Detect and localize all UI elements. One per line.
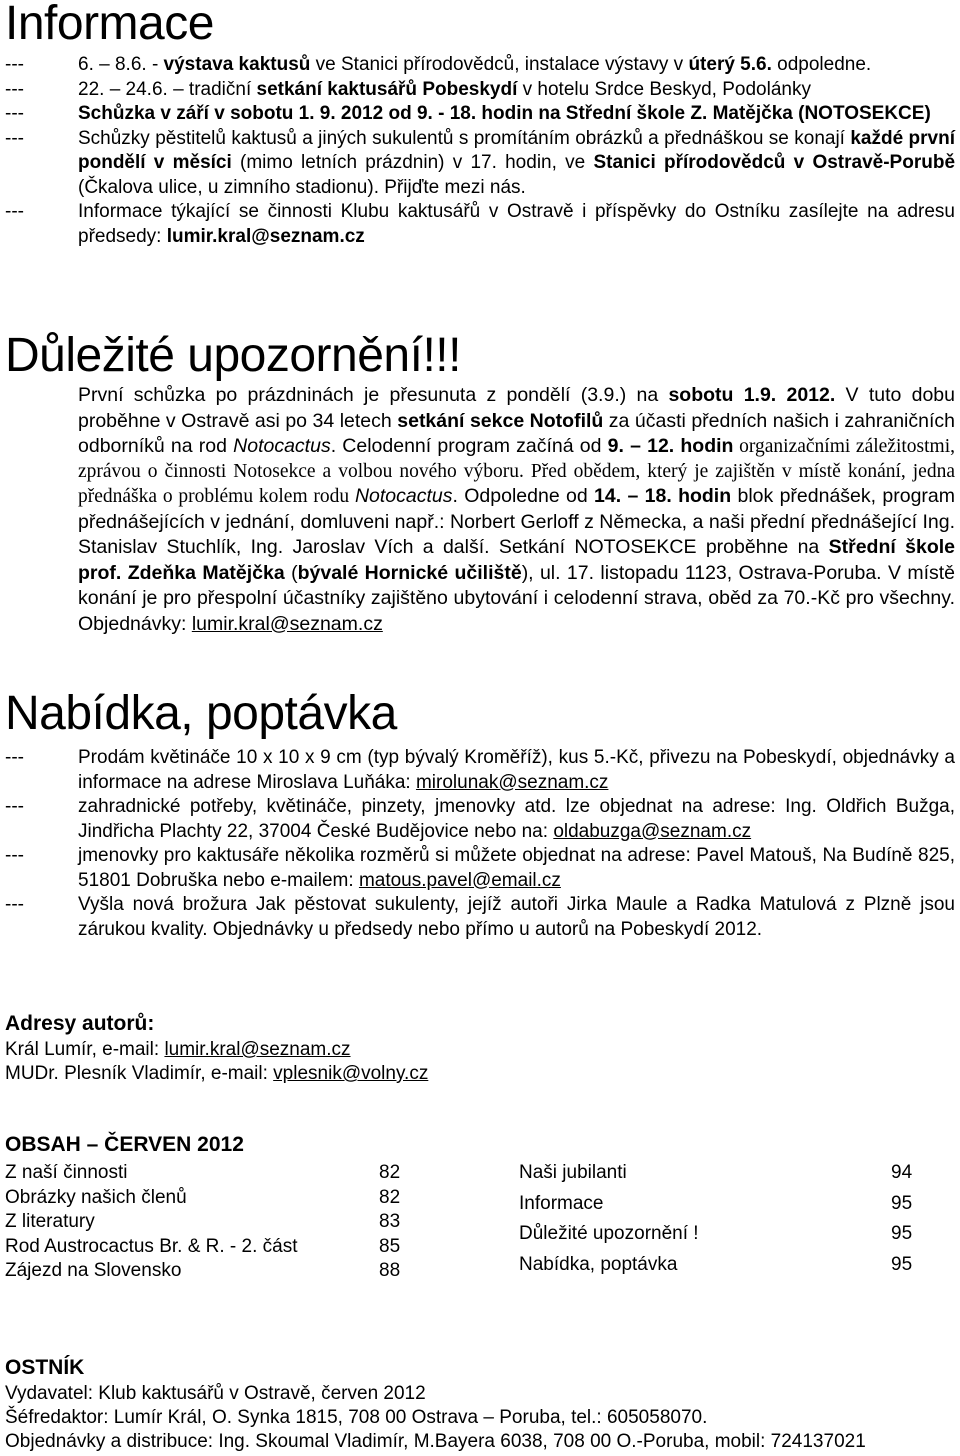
toc-entry-page: 88 xyxy=(379,1260,401,1281)
offer-item-text: jmenovky pro kaktusáře několika rozměrů si můžete objednat na adrese: Pavel Matouš, Na Budíně 825, 51801 Dobruška nebo e-mailem: matous.pavel@email.cz xyxy=(78,845,955,891)
authors-heading: Adresy autorů: xyxy=(5,1012,155,1035)
offer-item xyxy=(5,844,955,893)
bullet-dash: --- xyxy=(5,894,24,915)
email-link[interactable]: vplesnik@volny.cz xyxy=(273,1063,429,1084)
important-notice-paragraph: První schůzka po prázdninách je přesunuta z pondělí (3.9.) na sobotu 1.9. 2012. V tuto dobu proběhne v Ostravě asi po 34 letech setkání sekce Notofilů za účasti předních našich i zahraničních odborníků na rod Notocactus. Celodenní program začíná od 9. – 12. hodin organizačními záležitostmi, zprávou o činnosti Notosekce a volbou nového výboru. Před obědem, který je zajištěn v místě konání, jedna přednáška o problému kolem rodu Notocactus. Odpoledne od 14. – 18. hodin blok přednášek, program přednášejících v jednání, domluveni např.: Norbert Gerloff z Německa, a naši přední přednášející Ing. Stanislav Stuchlík, Ing. Jaroslav Vích a další. Setkání NOTOSEKCE proběhne na Střední škole prof. Zdeňka Matějčka (bývalé Hornické učiliště), ul. 17. listopadu 1123, Ostrava-Poruba. V místě konání je pro přespolní účastníky zajištěno ubytování i celodenní strava, oběd za 70.-Kč pro všechny. Objednávky: lumir.kral@seznam.cz xyxy=(78,384,956,635)
imprint-line: Šéfredaktor: Lumír Král, O. Synka 1815, 708 00 Ostrava – Poruba, tel.: 605058070. xyxy=(5,1407,708,1428)
info-item xyxy=(5,200,955,249)
offer-item-text: zahradnické potřeby, květináče, pinzety, jmenovky atd. lze objednat na adrese: Ing. Oldřich Bužga, Jindřicha Plachty 22, 37004 České Budějovice nebo na: oldabuzga@seznam.cz xyxy=(78,796,955,842)
bullet-dash: --- xyxy=(5,796,24,817)
toc-entry-title: Zájezd na Slovensko xyxy=(5,1260,182,1281)
toc-entry-title: Informace xyxy=(519,1192,604,1214)
info-item xyxy=(5,102,955,127)
info-list xyxy=(5,53,955,249)
email-link[interactable]: matous.pavel@email.cz xyxy=(358,869,561,891)
offer-list xyxy=(5,746,955,942)
email-link[interactable]: lumir.kral@seznam.cz xyxy=(166,225,365,247)
info-item xyxy=(5,127,955,201)
info-item-text: Schůzka v září v sobotu 1. 9. 2012 od 9. - 18. hodin na Střední škole Z. Matějčka (NOTOSEKCE) xyxy=(78,103,931,124)
section-heading-important: Důležité upozornění!!! xyxy=(5,329,461,382)
bullet-dash: --- xyxy=(5,201,24,222)
toc-entry-title: Z naší činnosti xyxy=(5,1162,128,1183)
imprint-block xyxy=(5,1354,866,1454)
section-heading-informace: Informace xyxy=(5,0,214,50)
toc-entry-page: 83 xyxy=(379,1211,401,1232)
table-of-contents xyxy=(5,1131,955,1284)
info-item xyxy=(5,78,955,103)
toc-entry-page: 95 xyxy=(891,1223,913,1245)
bullet-dash: --- xyxy=(5,103,24,124)
toc-entry-page: 82 xyxy=(379,1162,401,1183)
email-link[interactable]: mirolunak@seznam.cz xyxy=(415,771,609,793)
author-line: MUDr. Plesník Vladimír, e-mail: vplesnik@volny.cz xyxy=(5,1063,429,1084)
bullet-dash: --- xyxy=(5,127,24,149)
imprint-heading: OSTNÍK xyxy=(5,1356,85,1379)
toc-entry-title: Naši jubilanti xyxy=(519,1162,627,1183)
toc-entry-title: Nabídka, poptávka xyxy=(519,1253,678,1275)
section-heading-offer: Nabídka, poptávka xyxy=(5,687,397,740)
info-item xyxy=(5,53,955,78)
imprint-line: Objednávky a distribuce: Ing. Skoumal Vladimír, M.Bayera 6038, 708 00 O.-Poruba, mobil: 724137021 xyxy=(5,1431,866,1452)
toc-entry-page: 95 xyxy=(891,1192,913,1214)
offer-item xyxy=(5,746,955,795)
imprint-line: Vydavatel: Klub kaktusářů v Ostravě, červen 2012 xyxy=(5,1383,426,1404)
toc-entry-title: Obrázky našich členů xyxy=(5,1186,187,1208)
bullet-dash: --- xyxy=(5,845,24,866)
offer-item-text: Vyšla nová brožura Jak pěstovat sukulenty, jejíž autoři Jirka Maule a Radka Matulová z Plzně jsou zárukou kvality. Objednávky u předsedy nebo přímo u autorů na Pobeskydí 2012. xyxy=(78,894,955,940)
email-link[interactable]: oldabuzga@seznam.cz xyxy=(553,820,752,842)
info-item-text: Informace týkající se činnosti Klubu kaktusářů v Ostravě i příspěvky do Ostníku zasílejte na adresu předsedy: lumir.kral@seznam.cz xyxy=(78,201,955,247)
toc-entry-title: Důležité upozornění ! xyxy=(519,1223,699,1245)
toc-entry-page: 94 xyxy=(891,1162,913,1183)
email-link[interactable]: lumir.kral@seznam.cz xyxy=(164,1039,351,1060)
toc-right-column xyxy=(519,1161,931,1284)
email-link[interactable]: lumir.kral@seznam.cz xyxy=(191,612,383,635)
offer-item-text: Prodám květináče 10 x 10 x 9 cm (typ bývalý Kroměříž), kus 5.-Kč, přivezu na Pobeskydí, objednávky a informace na adrese Miroslava Luňáka: mirolunak@seznam.cz xyxy=(78,747,955,793)
authors-block xyxy=(5,1010,428,1086)
toc-entry-title: Z literatury xyxy=(5,1211,95,1232)
toc-entry-page: 95 xyxy=(891,1253,913,1275)
author-line: Král Lumír, e-mail: lumir.kral@seznam.cz xyxy=(5,1039,351,1060)
toc-entry-page: 82 xyxy=(379,1186,401,1208)
toc-heading: OBSAH – ČERVEN 2012 xyxy=(5,1133,244,1156)
offer-item xyxy=(5,795,955,844)
info-item-text: 22. – 24.6. – tradiční setkání kaktusářů Pobeskydí v hotelu Srdce Beskyd, Podolánky xyxy=(78,78,811,100)
bullet-dash: --- xyxy=(5,54,24,75)
toc-entry-page: 85 xyxy=(379,1235,401,1257)
bullet-dash: --- xyxy=(5,747,24,768)
info-item-text: Schůzky pěstitelů kaktusů a jiných sukulentů s promítáním obrázků a přednáškou se konají každé první pondělí v měsíci (mimo letních prázdnin) v 17. hodin, ve Stanici přírodovědců v Ostravě-Porubě (Čkalova ulice, u zimního stadionu). Přijďte mezi nás. xyxy=(78,127,956,198)
toc-left-column xyxy=(5,1161,519,1284)
toc-entry-title: Rod Austrocactus Br. & R. - 2. část xyxy=(5,1235,298,1257)
offer-item xyxy=(5,893,955,942)
bullet-dash: --- xyxy=(5,78,24,100)
info-item-text: 6. – 8.6. - výstava kaktusů ve Stanici přírodovědců, instalace výstavy v úterý 5.6. odpoledne. xyxy=(78,54,872,75)
